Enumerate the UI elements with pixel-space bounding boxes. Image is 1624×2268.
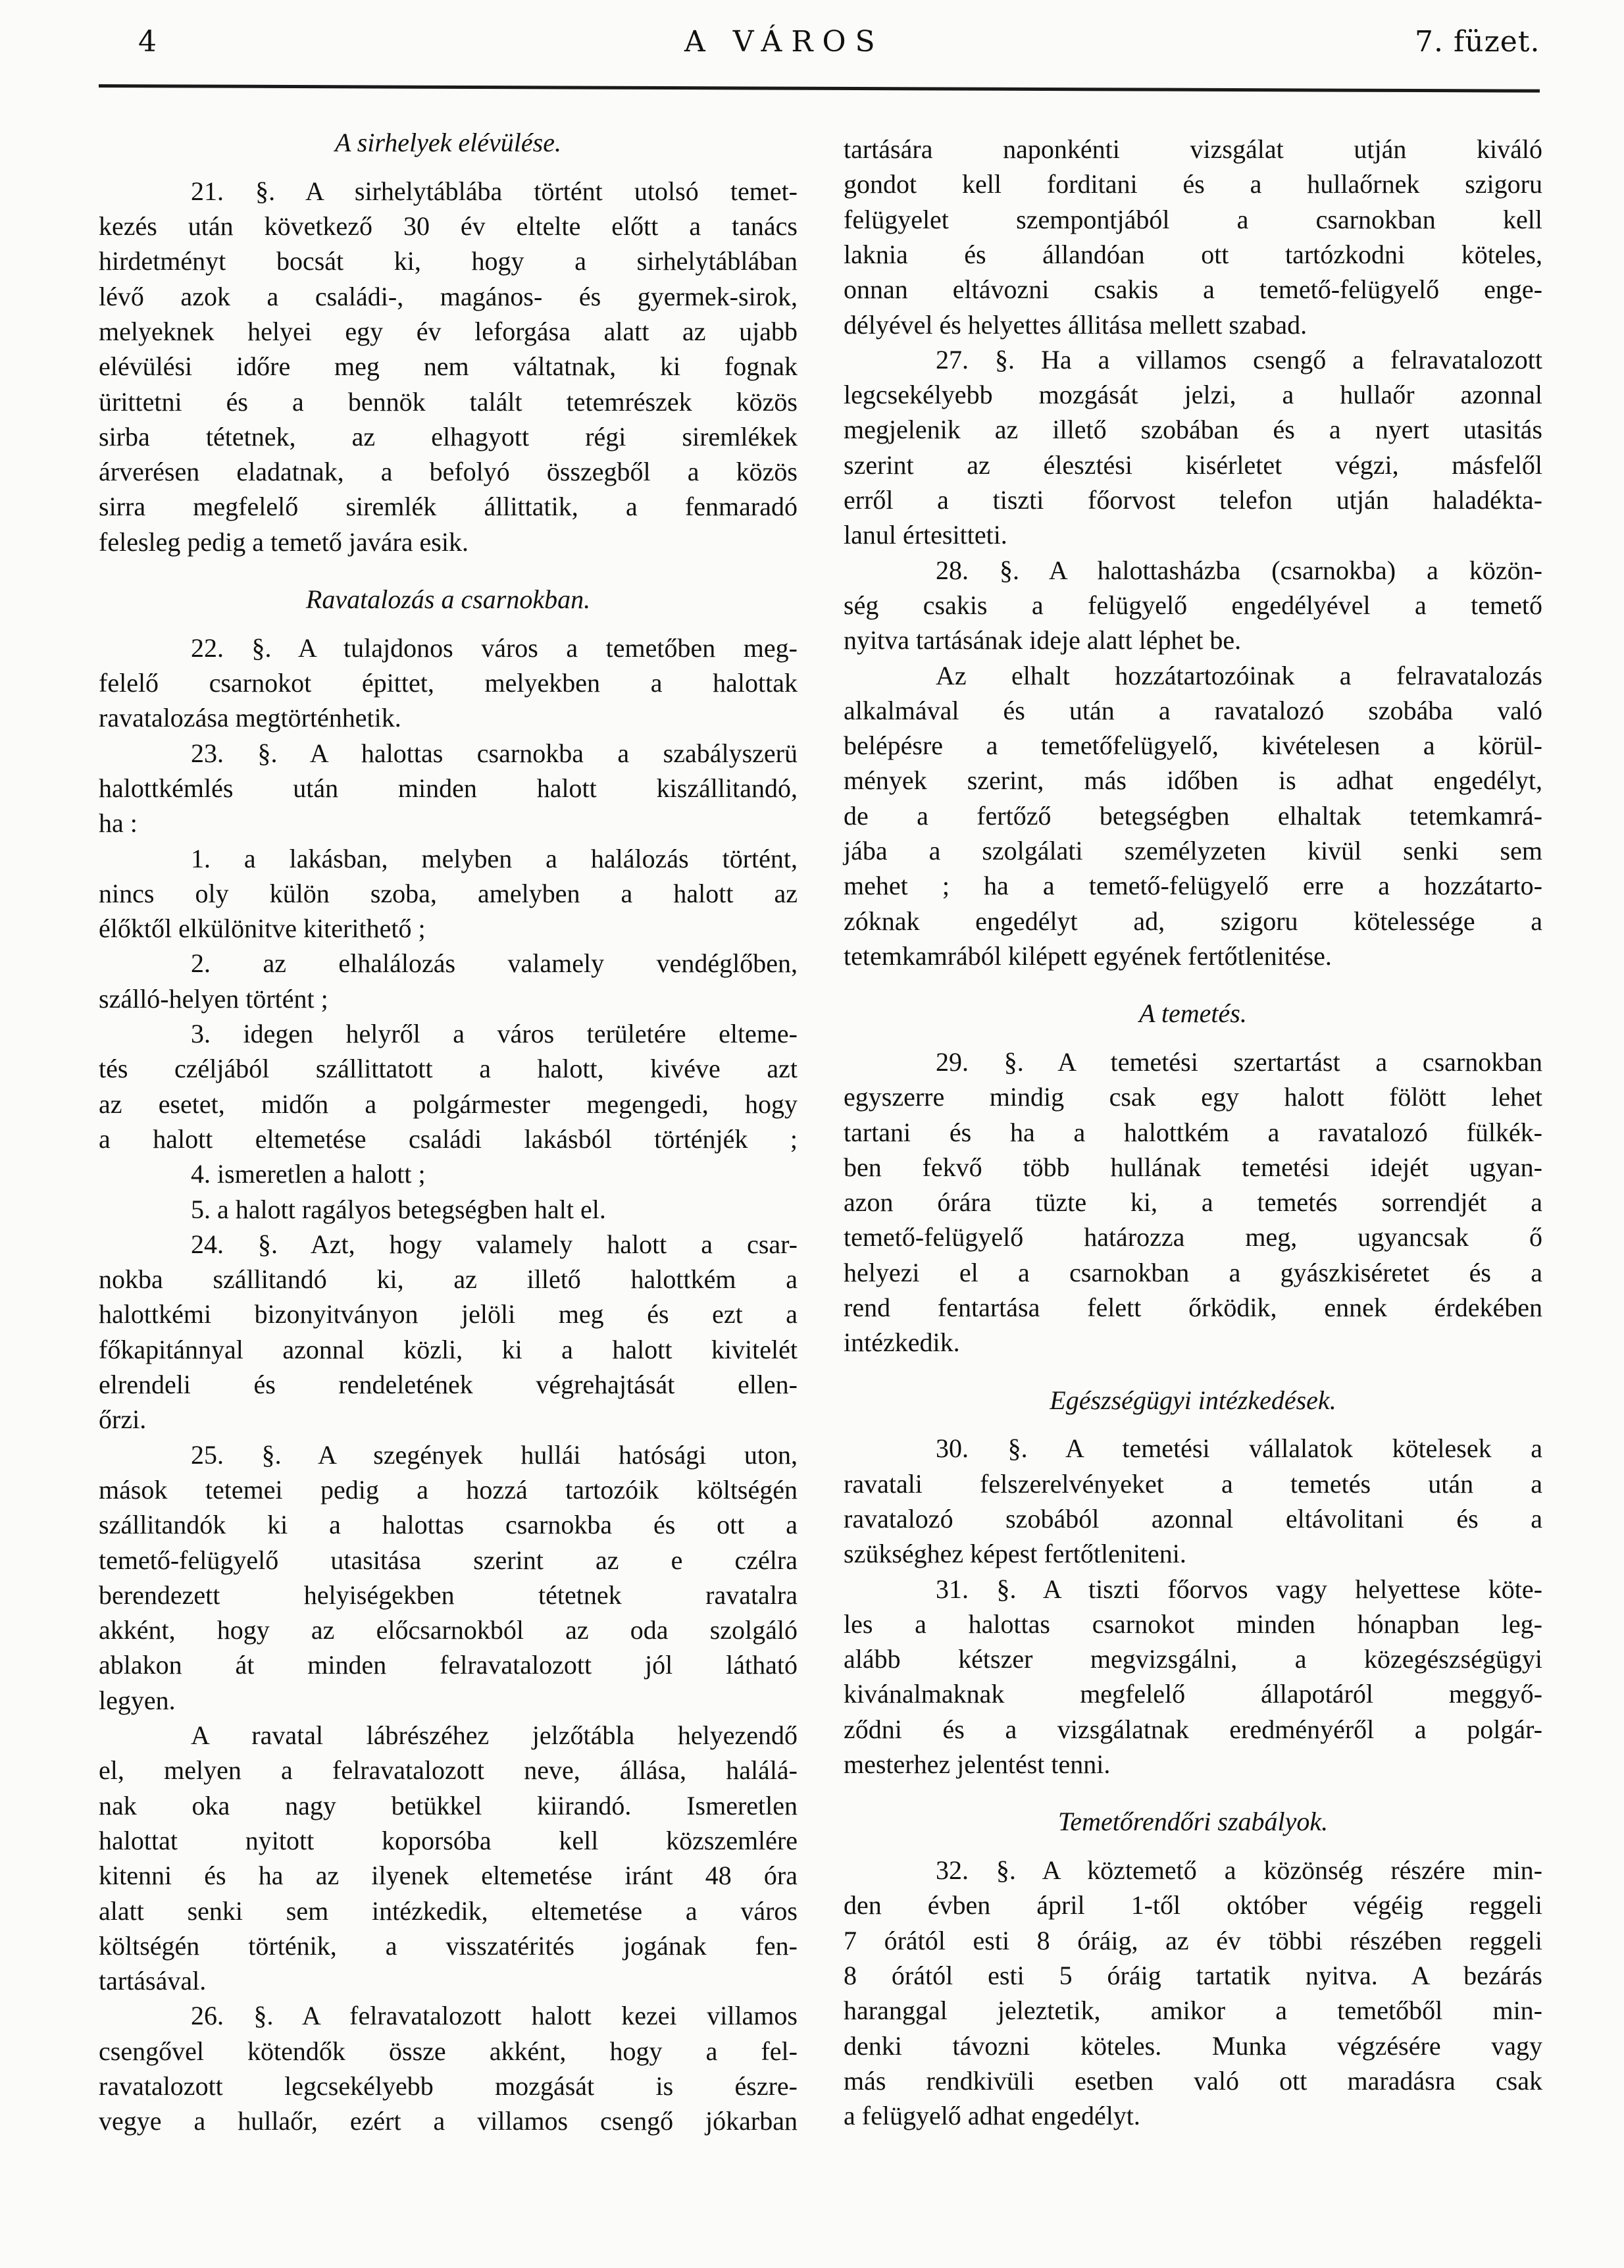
text-line: tartani és ha a halottkém a ravatalozó fülkék- (844, 1117, 1542, 1147)
section-heading: A sirhelyek elévülése. (335, 128, 561, 157)
text-line: gondot kell forditani és a hullaőrnek szigoru (844, 169, 1542, 199)
text-line: mesterhez jelentést tenni. (844, 1749, 1111, 1779)
text-line: megjelenik az illető szobában és a nyert utasitás (844, 415, 1542, 445)
text-line: 3. idegen helyről a város területére elteme- (191, 1019, 798, 1048)
text-line: ravatalozott legcsekélyebb mozgását is észre- (99, 2071, 798, 2101)
text-line: jába a szolgálati személyzeten kivül senki sem (844, 836, 1542, 865)
text-line: egyszerre mindig csak egy halott fölött lehet (844, 1082, 1542, 1112)
text-line: mények szerint, más időben is adhat engedélyt, (844, 765, 1542, 796)
header-rule (99, 84, 1540, 93)
text-line: nokba szállitandó ki, az illető halottkém a (99, 1264, 798, 1295)
text-line: nyitva tartásának ideje alatt léphet be. (844, 625, 1242, 656)
text-line: haranggal jeleztetik, amikor a temetőből min- (844, 1996, 1542, 2026)
text-line: 28. §. A halottasházba (csarnokba) a közön- (936, 555, 1542, 585)
text-line: legyen. (99, 1685, 176, 1715)
text-line: denki távozni köteles. Munka végzésére vagy (844, 2030, 1542, 2061)
text-line: mások tetemei pedig a hozzá tartozóik költségén (99, 1474, 798, 1505)
text-line: 24. §. Azt, hogy valamely halott a csar- (191, 1229, 798, 1259)
text-line: belépésre a temetőfelügyelő, kivételesen a körül- (844, 731, 1542, 761)
text-line: felesleg pedig a temető javára esik. (99, 527, 469, 557)
text-line: tés czéljából szállittatott a halott, kivéve azt (99, 1054, 798, 1084)
text-line: legcsekélyebb mozgását jelzi, a hullaőr azonnal (844, 380, 1542, 410)
text-line: kitenni és ha az ilyenek eltemetése iránt 48 óra (99, 1861, 798, 1891)
text-line: ravatalozó szobából azonnal eltávolitani és a (844, 1503, 1542, 1533)
text-line: főkapitánnyal azonnal közli, ki a halott kivitelét (99, 1334, 798, 1364)
text-line: 1. a lakásban, melyben a halálozás történt, (191, 843, 798, 873)
text-line: lévő azok a családi-, magános- és gyermek-sirok, (99, 281, 798, 311)
text-line: a felügyelő adhat engedélyt. (844, 2101, 1140, 2131)
text-line: lanul értesitteti. (844, 520, 1007, 550)
text-line: 7 órától esti 8 óráig, az év többi részében reggeli (844, 1925, 1542, 1955)
text-line: ződni és a vizsgálatnak eredményéről a polgár- (844, 1714, 1542, 1744)
text-line: erről a tiszti főorvost telefon utján haladékta- (844, 485, 1542, 515)
text-line: szállitandók ki a halottas csarnokba és ott a (99, 1510, 798, 1540)
text-line: sirba tétetnek, az elhagyott régi siremlékek (99, 421, 798, 451)
text-line: akként, hogy az előcsarnokból az oda szolgáló (99, 1615, 798, 1645)
text-line: árverésen eladatnak, a befolyó összegből a közös (99, 457, 798, 487)
text-line: azon órára tüzte ki, a temetés sorrendjét a (844, 1187, 1542, 1218)
text-line: ség csakis a felügyelő engedélyével a temető (844, 590, 1542, 620)
text-line: sirra megfelelő siremlék állittatik, a fenmaradó (99, 492, 798, 522)
text-line: ürittetni és a bennök talált tetemrészek közös (99, 386, 798, 417)
text-line: tetemkamrából kilépett egyének fertőtlenitése. (844, 941, 1332, 971)
text-line: őrzi. (99, 1405, 147, 1435)
text-line: el, melyen a felravatalozott neve, állása, halálá- (99, 1755, 798, 1786)
text-line: zóknak engedélyt ad, szigoru kötelessége a (844, 906, 1542, 936)
text-line: 5. a halott ragályos betegségben halt el. (191, 1194, 606, 1224)
section-heading: Temetőrendőri szabályok. (1057, 1807, 1329, 1837)
text-line: melyeknek helyei egy év leforgása alatt az ujabb (99, 316, 798, 346)
text-line: az esetet, midőn a polgármester megengedi, hogy (99, 1089, 798, 1119)
text-line: 4. ismeretlen a halott ; (191, 1159, 426, 1189)
text-line: ravatali felszerelvényeket a temetés után a (844, 1468, 1542, 1499)
text-line: költségén történik, a visszatérités jogának fen- (99, 1930, 798, 1961)
text-line: intézkedik. (844, 1327, 960, 1358)
text-line: 8 órától esti 5 óráig tartatik nyitva. A bezárás (844, 1960, 1542, 1990)
text-line: 29. §. A temetési szertartást a csarnokban (936, 1046, 1542, 1077)
text-line: szerint az élesztési kisérletet végzi, másfelől (844, 450, 1542, 480)
text-line: ha : (99, 808, 138, 838)
text-line: 31. §. A tiszti főorvos vagy helyettese köte- (936, 1574, 1542, 1604)
text-line: 32. §. A köztemető a közönség részére min- (936, 1855, 1542, 1885)
text-line: 26. §. A felravatalozott halott kezei villamos (191, 2001, 798, 2031)
text-line: 27. §. Ha a villamos csengő a felravatalozott (936, 344, 1542, 374)
text-line: más rendkivüli esetben való ott maradásra csak (844, 2065, 1542, 2096)
text-line: les a halottas csarnokot minden hónapban leg- (844, 1609, 1542, 1639)
text-line: szükséghez képest fertőtleniteni. (844, 1539, 1186, 1569)
text-line: de a fertőző betegségben elhaltak tetemkamrá- (844, 800, 1542, 831)
text-line: 25. §. A szegények hullái hatósági uton, (191, 1439, 798, 1470)
issue-label: 7. füzet. (1415, 25, 1540, 59)
text-line: kezés után következő 30 év eltelte előtt a tanács (99, 211, 798, 241)
text-line: alkalmával és után a ravatalozó szobába való (844, 695, 1542, 725)
text-line: vegye a hullaőr, ezért a villamos csengő jókarban (99, 2106, 798, 2136)
page-number: 4 (138, 25, 157, 59)
text-line: ablakon át minden felravatalozott jól látható (99, 1650, 798, 1680)
text-line: onnan eltávozni csakis a temető-felügyelő enge- (844, 274, 1542, 305)
text-line: halottkémlés után minden halott kiszállitandó, (99, 773, 798, 803)
text-line: A ravatal lábrészéhez jelzőtábla helyezendő (191, 1720, 798, 1750)
text-line: ravatalozása megtörténhetik. (99, 703, 401, 733)
text-line: berendezett helyiségekben tétetnek ravatalra (99, 1580, 798, 1610)
text-line: den évben ápril 1-től október végéig reggeli (844, 1890, 1542, 1920)
text-line: Az elhalt hozzátartozóinak a felravatalozás (936, 660, 1542, 690)
text-line: 2. az elhalálozás valamely vendéglőben, (191, 948, 798, 979)
text-line: tartásával. (99, 1966, 207, 1996)
text-line: temető-felügyelő utasitása szerint az e czélra (99, 1545, 798, 1575)
section-heading: Egészségügyi intézkedések. (1050, 1385, 1336, 1415)
text-line: 21. §. A sirhelytáblába történt utolsó temet- (191, 176, 798, 206)
text-line: alább kétszer megvizsgálni, a közegészségügyi (844, 1644, 1542, 1674)
text-line: a halott eltemetése családi lakásból történjék ; (99, 1123, 798, 1154)
text-line: ben fekvő több hullának temetési idejét ugyan- (844, 1152, 1542, 1182)
text-line: alatt senki sem intézkedik, eltemetése a város (99, 1895, 798, 1926)
text-line: nak oka nagy betükkel kiirandó. Ismeretlen (99, 1790, 798, 1820)
text-line: rend fentartása felett őrködik, ennek érdekében (844, 1293, 1542, 1322)
text-line: délyével és helyettes állitása mellett szabad. (844, 309, 1307, 340)
text-line: tartására naponkénti vizsgálat utján kiváló (844, 134, 1542, 164)
text-line: 23. §. A halottas csarnokba a szabályszerü (191, 738, 798, 768)
journal-title: A VÁROS (684, 25, 884, 59)
text-line: szálló-helyen történt ; (99, 983, 328, 1014)
text-line: csengővel kötendők össze akként, hogy a fel- (99, 2036, 798, 2066)
text-line: temető-felügyelő határozza meg, ugyancsak ő (844, 1222, 1542, 1252)
text-line: kivánalmaknak megfelelő állapotáról meggyő- (844, 1679, 1542, 1709)
text-line: felügyelet szempontjából a csarnokban kell (844, 204, 1542, 234)
text-line: 22. §. A tulajdonos város a temetőben meg- (191, 632, 798, 663)
text-line: halottat nyitott koporsóba kell közszemlére (99, 1825, 798, 1855)
section-heading: A temetés. (1139, 998, 1247, 1029)
text-line: felelő csarnokot épittet, melyekben a halottak (99, 668, 798, 698)
section-heading: Ravatalozás a csarnokban. (305, 584, 591, 614)
text-line: elrendeli és rendeletének végrehajtását ellen- (99, 1370, 798, 1399)
text-line: elévülési időre meg nem váltatnak, ki fognak (99, 351, 798, 382)
text-line: laknia és állandóan ott tartózkodni köteles, (844, 239, 1542, 269)
text-line: élőktől elkülönitve kiterithető ; (99, 914, 426, 944)
text-line: 30. §. A temetési vállalatok kötelesek a (936, 1433, 1542, 1464)
text-line: halottkémi bizonyitványon jelöli meg és ezt a (99, 1299, 798, 1329)
text-line: mehet ; ha a temető-felügyelő erre a hozzátarto- (844, 871, 1542, 901)
text-line: helyezi el a csarnokban a gyászkiséretet és a (844, 1257, 1542, 1287)
text-line: nincs oly külön szoba, amelyben a halott az (99, 878, 798, 908)
text-line: hirdetményt bocsát ki, hogy a sirhelytáblában (99, 246, 798, 276)
